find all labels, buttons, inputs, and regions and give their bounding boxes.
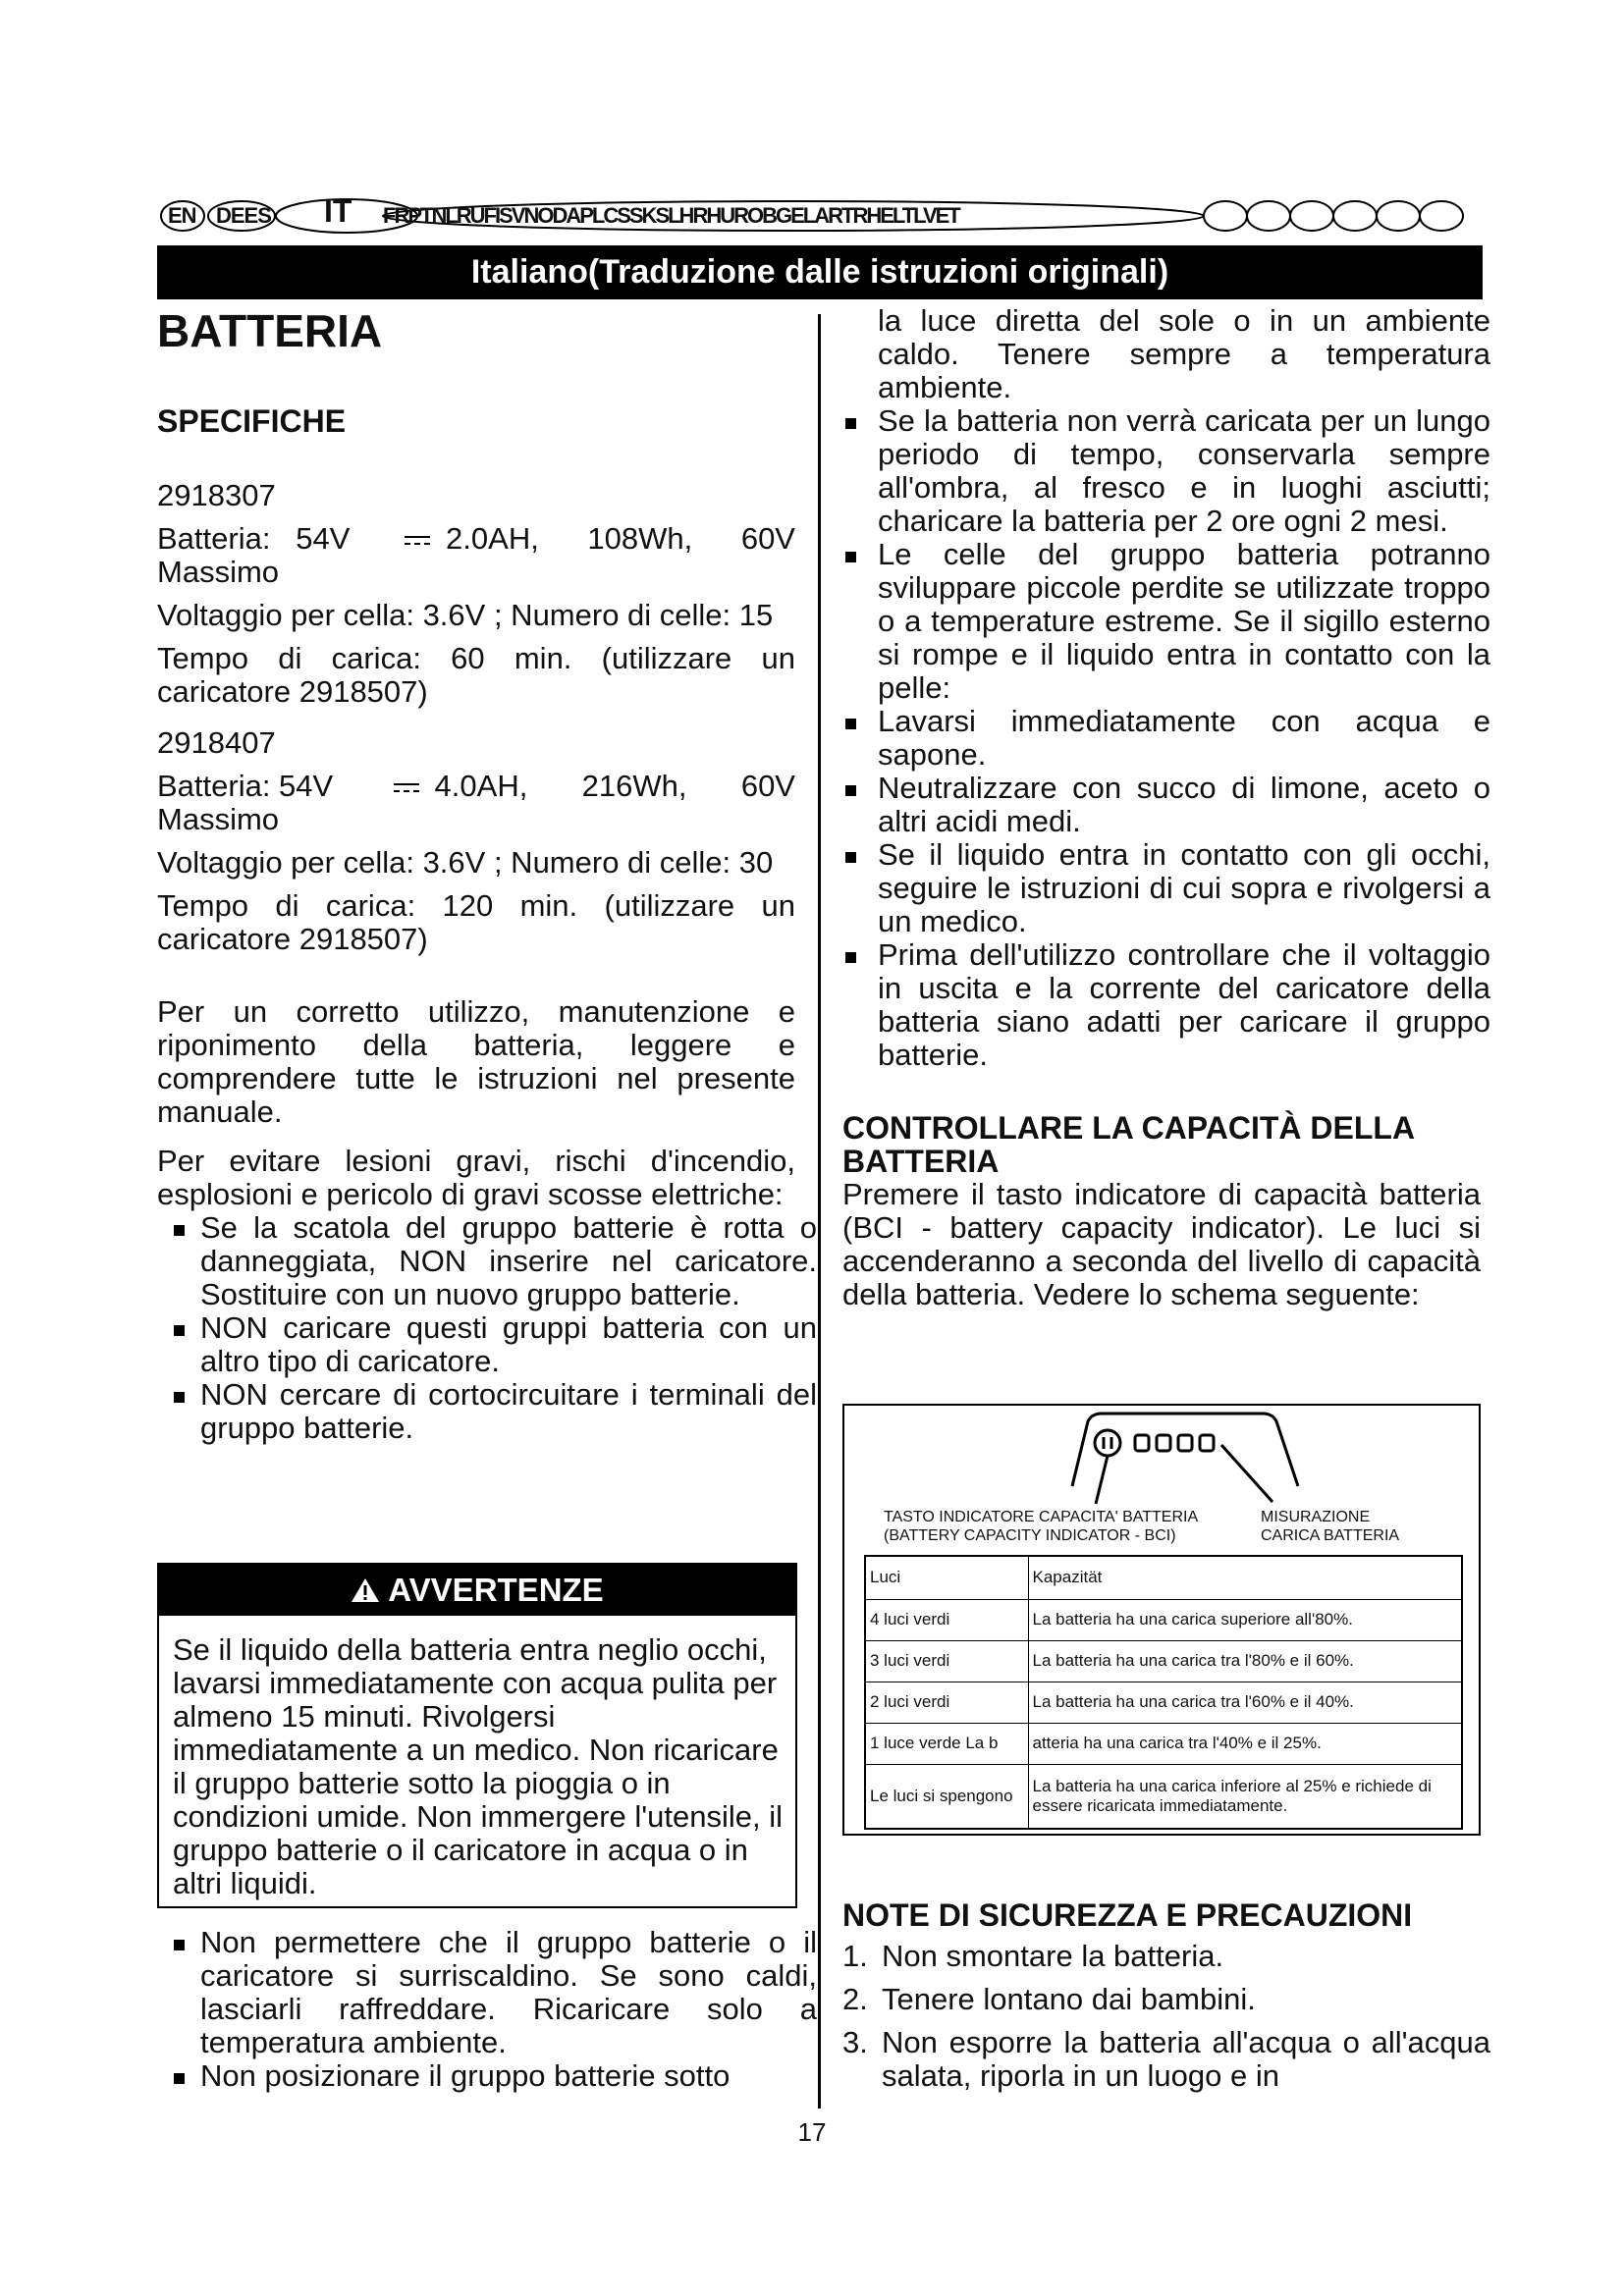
table-cell: 4 luci verdi [865, 1599, 1028, 1640]
left-column [157, 304, 817, 1445]
intro-paragraph: Per un corretto utilizzo, manutenzione e riponimento della batteria, leggere e comprendere tutte le istruzioni nel presente manuale. [157, 994, 795, 1129]
list-item: Se la scatola del gruppo batterie è rotta o danneggiata, NON inserire nel caricatore. Sostituire con un nuovo gruppo batterie. [157, 1211, 817, 1311]
model-1-specs [157, 479, 795, 709]
lang-tab-dees[interactable]: DEES [216, 203, 271, 228]
max-label: Massimo [157, 802, 280, 836]
warning-text: Se il liquido della batteria entra neglio occhi, lavarsi immediatamente con acqua pulita per almeno 15 minuti. Rivolgersi immediatamente a un medico. Non ricaricare il gruppo batterie sotto la pioggia o in condizioni umide. Non immergere l'utensile, il gruppo batterie o il caricatore in acqua o in altri liquidi. [173, 1632, 784, 1900]
battery-indicator-icon [844, 1406, 1483, 1514]
battery-spec-line: Batteria: 54V 4.0AH, 216Wh, 60V [157, 769, 795, 803]
bci-caption: TASTO INDICATORE CAPACITA' BATTERIA (BATTERY CAPACITY INDICATOR - BCI) [884, 1509, 1199, 1544]
model-2-specs [157, 726, 795, 956]
page-number: 17 [797, 2117, 827, 2147]
safety-bullets [157, 1211, 817, 1445]
lang-tab-it[interactable]: IT [324, 193, 352, 229]
table-header-cell: Luci [865, 1556, 1028, 1599]
max-label: Massimo [157, 555, 280, 589]
warning-title: AVVERTENZE [388, 1572, 604, 1608]
list-item: Le celle del gruppo batteria potranno sviluppare piccole perdite se utilizzate troppo o a temperature estreme. Se il sigillo esterno si rompe e il liquido entra in contatto con la pelle: [842, 538, 1490, 705]
dc-symbol-icon [405, 533, 430, 549]
list-item: Se la batteria non verrà caricata per un lungo periodo di tempo, conservarla sempre all'ombra, al fresco e in luoghi asciutti; charicare la batteria per 2 ore ogni 2 mesi. [842, 404, 1490, 538]
table-cell: La batteria ha una carica tra l'80% e il 60%. [1028, 1640, 1462, 1682]
model-code: 2918307 [157, 478, 276, 512]
continued-text: la luce diretta del sole o in un ambiente caldo. Tenere sempre a temperatura ambiente. [878, 303, 1490, 404]
list-item: Lavarsi immediatamente con acqua e sapone. [842, 705, 1490, 772]
table-cell: La batteria ha una carica inferiore al 25% e richiede di essere ricaricata immediatamente. [1028, 1764, 1462, 1829]
safety-title: NOTE DI SICUREZZA E PRECAUZIONI [842, 1897, 1413, 1933]
list-item: NON cercare di cortocircuitare i terminali del gruppo batterie. [157, 1378, 817, 1445]
capacity-table [864, 1555, 1463, 1830]
safety-intro: Per evitare lesioni gravi, rischi d'incendio, esplosioni e pericolo di gravi scosse elettriche: [157, 1144, 795, 1211]
lang-tab-others[interactable]: FRPTNLRUFISVNODAPLCSSKSLHRHUROBGELARTRHELTLVET [383, 203, 959, 228]
list-item: 3. Non esporre la batteria all'acqua o all'acqua salata, riporla in un luogo e in [842, 2025, 1490, 2093]
table-cell: 3 luci verdi [865, 1640, 1028, 1682]
capacity-text: Premere il tasto indicatore di capacità batteria (BCI - battery capacity indicator). Le luci si accenderanno a seconda del livello di capacità della batteria. Vedere lo schema seguente: [842, 1177, 1481, 1311]
section-title: BATTERIA [157, 305, 383, 356]
list-item: Neutralizzare con succo di limone, aceto o altri acidi medi. [842, 772, 1490, 838]
table-row [865, 1599, 1462, 1640]
table-row [865, 1640, 1462, 1682]
charge-caption: MISURAZIONE CARICA BATTERIA [1261, 1509, 1400, 1544]
cell-spec: Voltaggio per cella: 3.6V ; Numero di celle: 15 [157, 598, 774, 632]
table-cell: La batteria ha una carica tra l'60% e il 40%. [1028, 1682, 1462, 1723]
table-header-row [865, 1556, 1462, 1599]
warning-box [157, 1563, 797, 1908]
charge-time: Tempo di carica: 120 min. (utilizzare un caricatore 2918507) [157, 888, 795, 956]
column-divider [818, 314, 821, 2109]
page-header: Italiano(Traduzione dalle istruzioni originali) [157, 245, 1483, 299]
table-row [865, 1764, 1462, 1829]
model-code: 2918407 [157, 725, 276, 760]
language-tab-strip [155, 193, 1483, 236]
table-row [865, 1682, 1462, 1723]
lang-tab-en[interactable]: EN [168, 203, 196, 228]
table-cell: Le luci si spengono [865, 1764, 1028, 1829]
table-cell: 2 luci verdi [865, 1682, 1028, 1723]
table-cell: atteria ha una carica tra l'40% e il 25%. [1028, 1723, 1462, 1764]
capacity-title: CONTROLLARE LA CAPACITÀ DELLA BATTERIA [842, 1110, 1414, 1179]
list-item: Se il liquido entra in contatto con gli occhi, seguire le istruzioni di cui sopra e rivolgersi a un medico. [842, 838, 1490, 938]
battery-spec-line: Batteria: 54V 2.0AH, 108Wh, 60V [157, 521, 795, 556]
dc-symbol-icon [394, 780, 419, 796]
table-cell: La batteria ha una carica superiore all'80%. [1028, 1599, 1462, 1640]
battery-capacity-figure [842, 1404, 1481, 1836]
charge-time: Tempo di carica: 60 min. (utilizzare un caricatore 2918507) [157, 641, 795, 709]
list-item: 2. Tenere lontano dai bambini. [842, 1982, 1256, 2016]
list-item: Prima dell'utilizzo controllare che il voltaggio in uscita e la corrente del caricatore della batteria siano adatti per caricare il gruppo batterie. [842, 938, 1490, 1072]
warning-icon [351, 1577, 380, 1603]
safety-notes [842, 1898, 1490, 2093]
table-row [865, 1723, 1462, 1764]
list-item: NON caricare questi gruppi batteria con un altro tipo di caricatore. [157, 1311, 817, 1378]
more-safety-bullets [157, 1926, 817, 2093]
table-cell: 1 luce verde La b [865, 1723, 1028, 1764]
right-column [842, 304, 1490, 1311]
warning-header [159, 1565, 795, 1616]
list-item: 1. Non smontare la batteria. [842, 1939, 1224, 1973]
list-item: Non posizionare il gruppo batterie sotto [157, 2059, 817, 2093]
table-header-cell: Kapazität [1028, 1556, 1462, 1599]
specs-title: SPECIFICHE [157, 403, 347, 439]
cell-spec: Voltaggio per cella: 3.6V ; Numero di celle: 30 [157, 845, 774, 880]
list-item: Non permettere che il gruppo batterie o il caricatore si surriscaldino. Se sono caldi, lasciarli raffreddare. Ricaricare solo a temperatura ambiente. [157, 1926, 817, 2059]
